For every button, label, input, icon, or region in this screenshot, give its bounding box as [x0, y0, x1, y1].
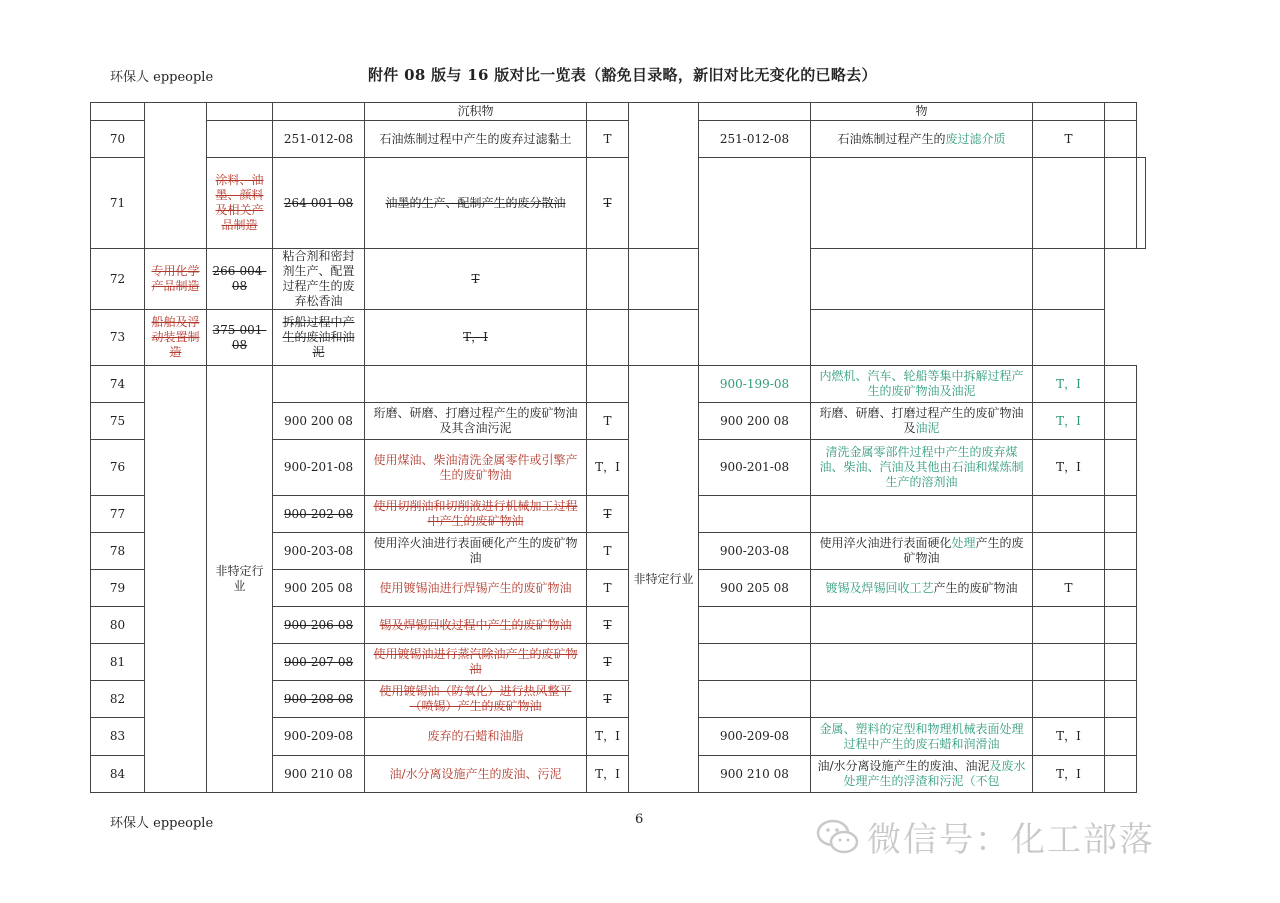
new-heading: 物 [811, 103, 1033, 121]
footer-org: 环保人 eppeople [110, 816, 214, 831]
table-row: 77 900-202-08 使用切削油和切削液进行机械加工过程中产生的废矿物油 T [91, 496, 1146, 533]
industry-label-new: 非特定行业 [629, 366, 699, 793]
table-row: 83 900-209-08 废弃的石蜡和油脂 T，I 900-209-08 金属、塑料的定型和物理机械表面处理过程中产生的废石蜡和润滑油 T，I [91, 718, 1146, 756]
table-row: 84 900 210 08 油/水分离设施产生的废油、污泥 T，I 900 210 08 油/水分离设施产生的废油、油泥及废水处理产生的浮渣和污泥（不包 T，I [91, 756, 1146, 793]
table-row: 76 900-201-08 使用煤油、柴油清洗金属零件或引擎产生的废矿物油 T，I 900-201-08 清洗金属零部件过程中产生的废弃煤油、柴油、汽油及其他由石油和煤炼制生产的溶剂油 T，I [91, 440, 1146, 496]
wechat-icon [815, 818, 861, 856]
watermark-text: 微信号：化工部落 [867, 820, 1155, 860]
table-row: 81 900-207-08 使用镀锡油进行蒸汽除油产生的废矿物油 T [91, 644, 1146, 681]
industry-label-old: 非特定行业 [207, 366, 273, 793]
watermark [815, 812, 1155, 861]
table-row: 74 非特定行业 非特定行业 900-199-08 内燃机、汽车、轮船等集中拆解过程产生的废矿物油及油泥 T，I [91, 366, 1146, 403]
table-row: 78 900-203-08 使用淬火油进行表面硬化产生的废矿物油 T 900-203-08 使用淬火油进行表面硬化处理产生的废矿物油 [91, 533, 1146, 570]
table-header-row [91, 103, 1146, 121]
header-org: 环保人 eppeople [110, 70, 214, 85]
table-row: 79 900 205 08 使用镀锡油进行焊锡产生的废矿物油 T 900 205 08 镀锡及焊锡回收工艺产生的废矿物油 T [91, 570, 1146, 607]
table-row: 70 251-012-08 石油炼制过程中产生的废弃过滤黏土 T 251-012-08 石油炼制过程产生的废过滤介质 T [91, 121, 1146, 158]
table-row: 80 900-206-08 锡及焊锡回收过程中产生的废矿物油 T [91, 607, 1146, 644]
page-title: 附件 08 版与 16 版对比一览表（豁免目录略，新旧对比无变化的已略去） [368, 66, 877, 84]
old-heading: 沉积物 [365, 103, 587, 121]
table-row: 82 900-208-08 使用镀锡油（防氧化）进行热风整平（喷锡）产生的废矿物油 T [91, 681, 1146, 718]
table-row: 75 900 200 08 珩磨、研磨、打磨过程产生的废矿物油及其含油污泥 T 900 200 08 珩磨、研磨、打磨过程产生的废矿物油及油泥 T，I [91, 403, 1146, 440]
table-row: 73 船舶及浮动装置制造 375-001-08 拆船过程中产生的废油和油泥 T，I [91, 310, 1146, 366]
table-row: 71 涂料、油墨、颜料及相关产品制造 264-001-08 油墨的生产、配制产生的废分散油 T [91, 158, 1146, 249]
table-row: 72 专用化学产品制造 266-004-08 粘合剂和密封剂生产、配置过程产生的废弃松香油 T [91, 249, 1146, 310]
page-number: 6 [635, 812, 644, 827]
comparison-table [90, 102, 1146, 793]
